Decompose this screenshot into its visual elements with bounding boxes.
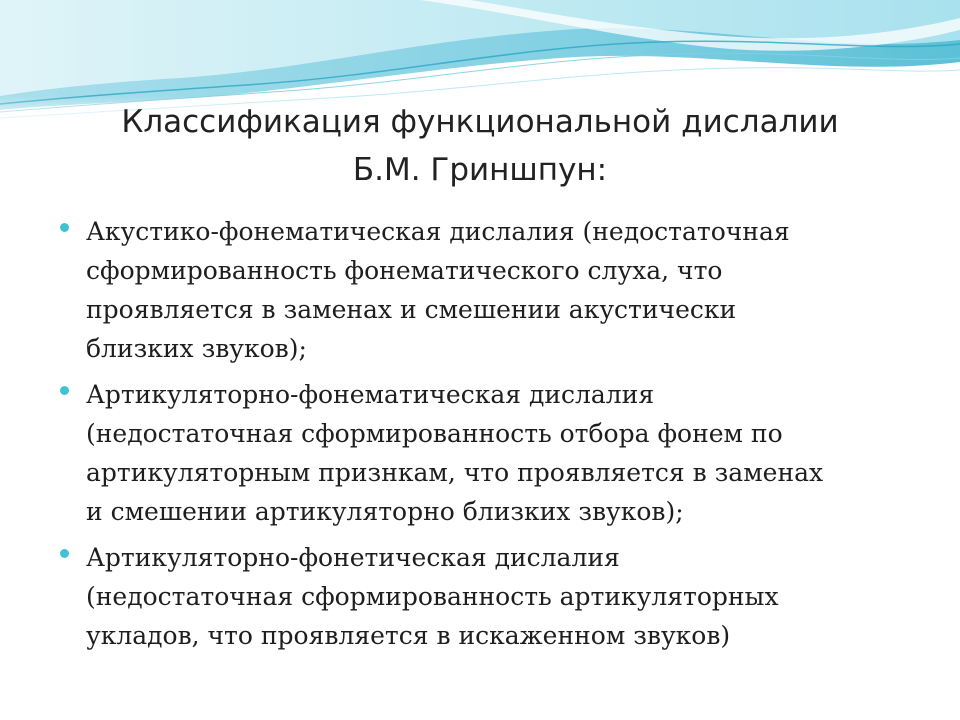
bullet-item-articulatory-phonemic xyxy=(58,375,908,531)
bullet-line: близких звуков); xyxy=(86,334,307,363)
bullet-line: укладов, что проявляется в искаженном звуков) xyxy=(86,621,731,650)
bullet-line: (недостаточная сформированность отбора фонем по xyxy=(86,419,783,448)
bullet-line: сформированность фонематического слуха, что xyxy=(86,256,723,285)
bullet-line: проявляется в заменах и смешении акустически xyxy=(86,295,737,324)
bullet-dot-icon xyxy=(60,386,69,395)
slide-title xyxy=(40,98,920,194)
slide-title-line-1: Классификация функциональной дислалии xyxy=(121,104,839,140)
bullet-line: Акустико-фонематическая дислалия (недостаточная xyxy=(86,217,790,246)
slide-title-line-2: Б.М. Гриншпун: xyxy=(352,152,608,188)
bullet-line: артикуляторным признкам, что проявляется в заменах xyxy=(86,458,824,487)
bullet-line: (недостаточная сформированность артикуляторных xyxy=(86,582,779,611)
bullet-list xyxy=(58,212,908,662)
bullet-dot-icon xyxy=(60,223,69,232)
bullet-dot-icon xyxy=(60,549,69,558)
bullet-item-articulatory-phonetic xyxy=(58,538,908,655)
bullet-item-acoustic xyxy=(58,212,908,368)
bullet-line: и смешении артикуляторно близких звуков); xyxy=(86,497,684,526)
bullet-line: Артикуляторно-фонетическая дислалия xyxy=(86,543,620,572)
bullet-line: Артикуляторно-фонематическая дислалия xyxy=(86,380,655,409)
